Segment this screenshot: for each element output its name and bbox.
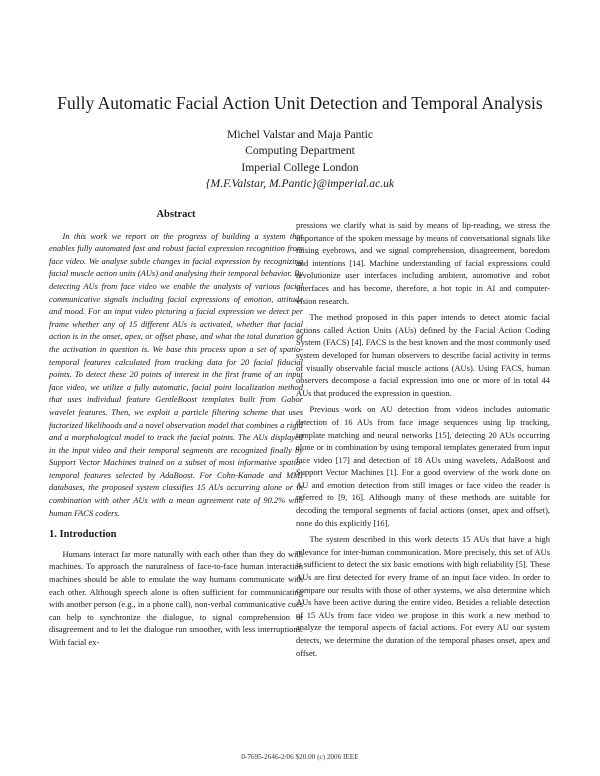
introduction-heading: 1. Introduction [49, 529, 117, 541]
right-paragraph-4: The system described in this work detects 15 AUs that have a high relevance for inter-human communication. More precisely, this set of AUs is sufficient to detect the six basic emotions with high reliability [5]. These AUs are first detected for every frame of an input face video. In order to compare our results with those of other systems, we also determine which AUs have been active during the entire video. Besides a reliable detection of 15 AUs from face video we propose in this work a new method to analyze the temporal aspects of facial actions. For every AU our system detects, we determine the duration of the temporal phases onset, apex and offset. [296, 534, 550, 658]
intro-paragraph-1: Humans interact far more naturally with each other than they do with machines. To approach the naturalness of face-to-face human interaction machines should be able to emulate the way humans communicate with each other. Although speech alone is often sufficient for communicating with another person (e.g., in a phone call), non-verbal communicative cues can help to synchronize the dialogue, to signal comprehension or disagreement and to let the dialogue run smoother, with less interruptions. With facial ex- [49, 548, 303, 647]
author-email: {M.F.Valstar, M.Pantic}@imperial.ac.uk [205, 176, 395, 190]
right-paragraph-3: Previous work on AU detection from videos includes automatic detection of 16 AUs from face image sequences using lip tracking, template matching and neural networks [15], detecting 20 AUs occurring alone or in combination by using temporal templates generated from input face video [17] and detection of 18 AUs using wavelets, AdaBoost and Support Vector Machines [1]. For a good overview of the work done on AU and emotion detection from still images or face video the reader is referred to [9, 16]. Although many of these methods are suitable for decoding the temporal segments of facial actions (onset, apex and offset), none do this explicitly [16]. [296, 404, 550, 528]
paper-title: Fully Automatic Facial Action Unit Detection and Temporal Analysis [57, 93, 543, 113]
left-column [49, 203, 303, 649]
author-names: Michel Valstar and Maja Pantic [227, 128, 373, 141]
institution: Imperial College London [241, 160, 359, 174]
abstract-heading: Abstract [156, 209, 196, 220]
author-block [140, 127, 460, 192]
abstract-text: In this work we report on the progress of building a system that enables fully automated fast and robust facial expression recognition from face video. We analyse subtle changes in facial expression by recognizing facial muscle action units (AUs) and analysing their temporal behavior. By detecting AUs from face video we enable the analysis of various facial communicative signals including facial expressions of emotion, attitude and mood. For an input video picturing a facial expression we detect per frame whether any of 15 different AUs is activated, whether that facial action is in the onset, apex, or offset phase, and what the total duration of the activation in question is. We base this process upon a set of spatio-temporal features calculated from tracking data for 20 facial fiducial points. To detect these 20 points of interest in the first frame of an input face video, we utilize a fully automatic, facial point localization method that uses individual feature GentleBoost templates built from Gabor wavelet features. Then, we exploit a particle filtering scheme that uses factorized likelihoods and a novel observation model that combines a rigid and a morphological model to track the facial points. The AUs displayed in the input video and their temporal segments are recognized finally by Support Vector Machines trained on a subset of most informative spatio-temporal features selected by AdaBoost. For Cohn-Kanade and MMI databases, the proposed system classifies 15 AUs occurring alone or in combination with other AUs with a mean agreement rate of 90.2% with human FACS coders. [49, 230, 303, 518]
right-column [296, 219, 550, 659]
right-paragraph-1: pressions we clarify what is said by means of lip-reading, we stress the importance of the spoken message by means of conversational signals like raising eyebrows, and we signal comprehension, disagreement, boredom and intentions [14]. Machine understanding of facial expressions could revolutionize user interfaces including ambient, automotive and robot interfaces and has become, therefore, a hot topic in AI and computer-vision research. [296, 220, 550, 306]
copyright-footer: 0-7695-2646-2/06 $20.00 (c) 2006 IEEE [241, 753, 359, 761]
department: Computing Department [245, 144, 355, 158]
right-paragraph-2: The method proposed in this paper intends to detect atomic facial actions called Action Units (AUs) defined by the Facial Action Coding System (FACS) [4]. FACS is the best known and the most commonly used system developed for human observers to describe facial activity in terms of visually observable facial muscle actions (AUs). Using FACS, human observers decompose a facial expression into one or more of in total 44 AUs that produced the expression in question. [296, 312, 550, 398]
